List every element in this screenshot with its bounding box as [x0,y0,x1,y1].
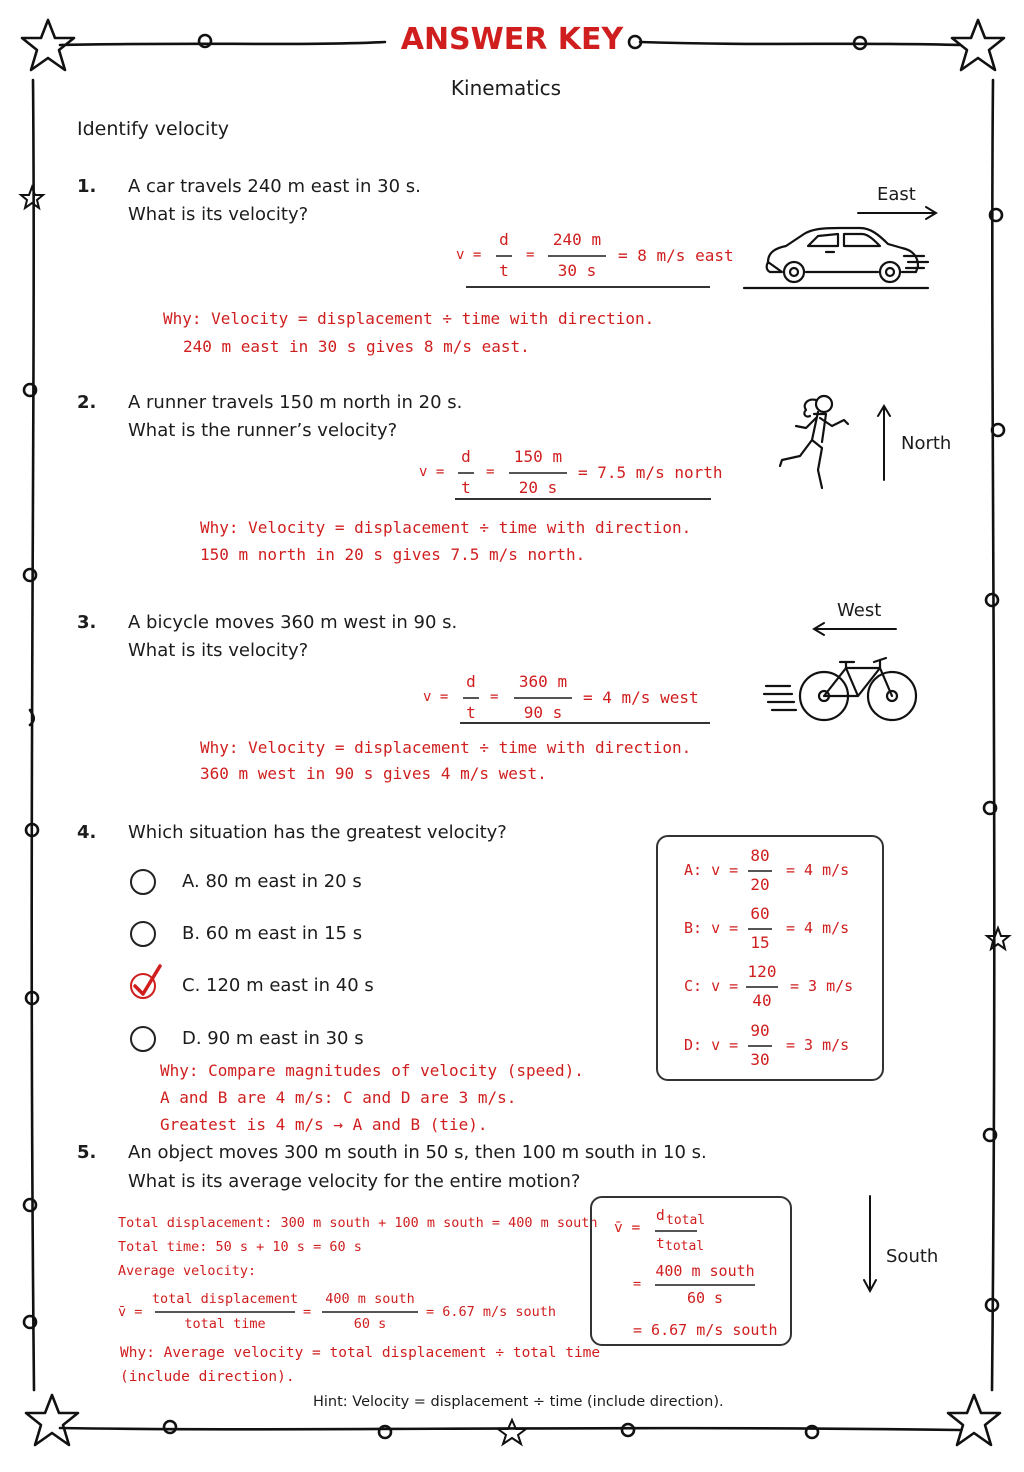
q5-text-line1: An object moves 300 m south in 50 s, then 100 m south in 10 s. [128,1142,707,1163]
q3-eq-lhs: v = [423,689,449,705]
q3-eq-equals: = [490,689,499,705]
q4-option-b-radio[interactable] [130,921,156,947]
q4-calc-b-num: 60 [750,904,770,923]
q3-answer-line [460,722,710,724]
q5-work-line2: Total time: 50 s + 10 s = 60 s [118,1239,362,1255]
q2-why-line2: 150 m north in 20 s gives 7.5 m/s north. [200,545,586,564]
hint-text: Hint: Velocity = displacement ÷ time (include direction). [313,1394,724,1410]
q4-calc-b-bar [748,928,772,930]
q3-eq-bar2 [514,697,572,699]
q5-box-den1-sub: total [665,1239,705,1254]
q1-why-line2: 240 m east in 30 s gives 8 m/s east. [183,337,530,356]
q5-box-num1-sub: total [666,1213,706,1228]
q2-eq-den2: 20 s [518,478,558,497]
q5-box-num2: 400 m south [655,1262,755,1280]
q4-calc-a-lhs: A: v = [684,861,739,879]
q2-number: 2. [77,392,97,413]
q5-eq-lhs: v̄ = [118,1304,143,1320]
q2-direction-label: North [901,433,952,454]
west-arrow-icon [812,621,902,637]
q4-calc-d-result: = 3 m/s [786,1036,850,1054]
q5-work-line1: Total displacement: 300 m south + 100 m south = 400 m south [118,1215,598,1231]
q4-why-line2: A and B are 4 m/s: C and D are 3 m/s. [160,1088,517,1107]
q2-eq-equals: = [486,464,495,480]
q4-option-b-label: B. 60 m east in 15 s [182,923,363,944]
q2-eq-result: = 7.5 m/s north [578,463,723,482]
runner-icon [778,390,858,500]
q4-calc-c-den: 40 [752,991,772,1010]
q2-eq-den1: t [461,478,471,497]
q1-direction-label: East [877,184,916,205]
north-arrow-icon [876,404,892,484]
q1-answer-line [466,286,710,288]
q1-number: 1. [77,176,97,197]
q2-why-line1: Why: Velocity = displacement ÷ time with direction. [200,518,692,537]
q2-eq-lhs: v = [419,464,445,480]
q4-calc-c-num: 120 [747,962,777,981]
q1-eq-num1: d [499,230,509,249]
q4-calc-d-num: 90 [750,1021,770,1040]
checkmark-icon [126,962,166,1002]
q4-calc-b-lhs: B: v = [684,919,739,937]
q5-eq-num1: total displacement [151,1291,299,1307]
south-arrow-icon [862,1194,878,1294]
bicycle-icon [762,656,922,726]
q3-text-line1: A bicycle moves 360 m west in 90 s. [128,612,458,633]
q2-eq-bar1 [458,472,474,474]
q1-eq-den2: 30 s [557,261,597,280]
q4-number: 4. [77,822,97,843]
q4-calc-d-bar [748,1045,772,1047]
car-icon [742,222,932,292]
q5-box-den2: 60 s [686,1289,724,1307]
q5-text-line2: What is its average velocity for the entire motion? [128,1171,581,1192]
q5-box-num1-main: d [656,1208,665,1224]
q3-eq-num2: 360 m [518,672,568,691]
q5-why-line2: (include direction). [120,1369,295,1385]
page-title: ANSWER KEY [400,22,624,57]
q4-why-line1: Why: Compare magnitudes of velocity (speed). [160,1061,584,1080]
q5-eq-num2: 400 m south [325,1291,415,1307]
q4-calc-b-result: = 4 m/s [786,919,850,937]
q1-eq-bar1 [496,255,512,257]
q1-text-line2: What is its velocity? [128,204,309,225]
q4-calc-a-result: = 4 m/s [786,861,850,879]
q2-eq-num1: d [461,447,471,466]
q4-calc-d-den: 30 [750,1050,770,1069]
q4-calc-b-den: 15 [750,933,770,952]
q3-eq-den2: 90 s [523,703,563,722]
q4-calc-c-result: = 3 m/s [790,977,854,995]
q5-eq-result: = 6.67 m/s south [426,1304,557,1320]
q1-eq-lhs: v = [456,247,482,263]
q4-option-a-label: A. 80 m east in 20 s [182,871,362,892]
q4-calc-a-den: 20 [750,875,770,894]
q4-why-line3: Greatest is 4 m/s → A and B (tie). [160,1115,488,1134]
q4-option-d-radio[interactable] [130,1026,156,1052]
q5-eq-bar2 [322,1311,418,1313]
q4-calc-c-bar [746,986,778,988]
section-title: Identify velocity [77,118,230,140]
q1-eq-equals: = [526,247,535,263]
q5-work-line3: Average velocity: [118,1263,257,1279]
page-subtitle: Kinematics [450,76,562,100]
q5-eq-equals: = [303,1304,312,1320]
q3-eq-bar1 [463,697,479,699]
q4-calc-a-bar [748,870,772,872]
q2-text-line2: What is the runner’s velocity? [128,420,398,441]
q3-why-line2: 360 m west in 90 s gives 4 m/s west. [200,764,547,783]
q1-why-line1: Why: Velocity = displacement ÷ time with direction. [163,309,655,328]
q1-eq-num2: 240 m [552,230,602,249]
q4-calc-d-lhs: D: v = [684,1036,739,1054]
q2-eq-num2: 150 m [513,447,563,466]
q5-box-bar2 [655,1284,755,1286]
q5-box-lhs: v̄ = [614,1220,641,1236]
q3-eq-num1: d [466,672,476,691]
q3-direction-label: West [837,600,882,621]
q1-text-line1: A car travels 240 m east in 30 s. [128,176,421,197]
q3-text-line2: What is its velocity? [128,640,309,661]
q4-calc-c-lhs: C: v = [684,977,739,995]
q2-text-line1: A runner travels 150 m north in 20 s. [128,392,463,413]
q5-eq-bar1 [155,1311,295,1313]
q2-eq-bar2 [509,472,567,474]
q3-why-line1: Why: Velocity = displacement ÷ time with direction. [200,738,692,757]
q4-option-a-radio[interactable] [130,869,156,895]
q4-option-c-label: C. 120 m east in 40 s [182,975,374,996]
q1-eq-bar2 [548,255,606,257]
q4-question: Which situation has the greatest velocity? [128,822,507,843]
q1-eq-den1: t [499,261,509,280]
q5-box-equals: = [633,1276,642,1292]
q5-box-den1-main: t [656,1236,665,1252]
q2-answer-line [455,498,711,500]
q5-eq-den1: total time [184,1316,266,1332]
q5-box-bar1 [655,1230,697,1232]
east-arrow-icon [856,205,946,221]
q5-box-result: = 6.67 m/s south [633,1321,778,1339]
q5-why-line1: Why: Average velocity = total displacement ÷ total time [120,1345,601,1361]
q5-number: 5. [77,1142,97,1163]
q3-eq-result: = 4 m/s west [583,688,699,707]
q1-eq-result: = 8 m/s east [618,246,734,265]
q5-eq-den2: 60 s [353,1316,387,1332]
q4-option-d-label: D. 90 m east in 30 s [182,1028,364,1049]
q3-number: 3. [77,612,97,633]
q4-calc-a-num: 80 [750,846,770,865]
q3-eq-den1: t [466,703,476,722]
q5-direction-label: South [886,1246,939,1267]
